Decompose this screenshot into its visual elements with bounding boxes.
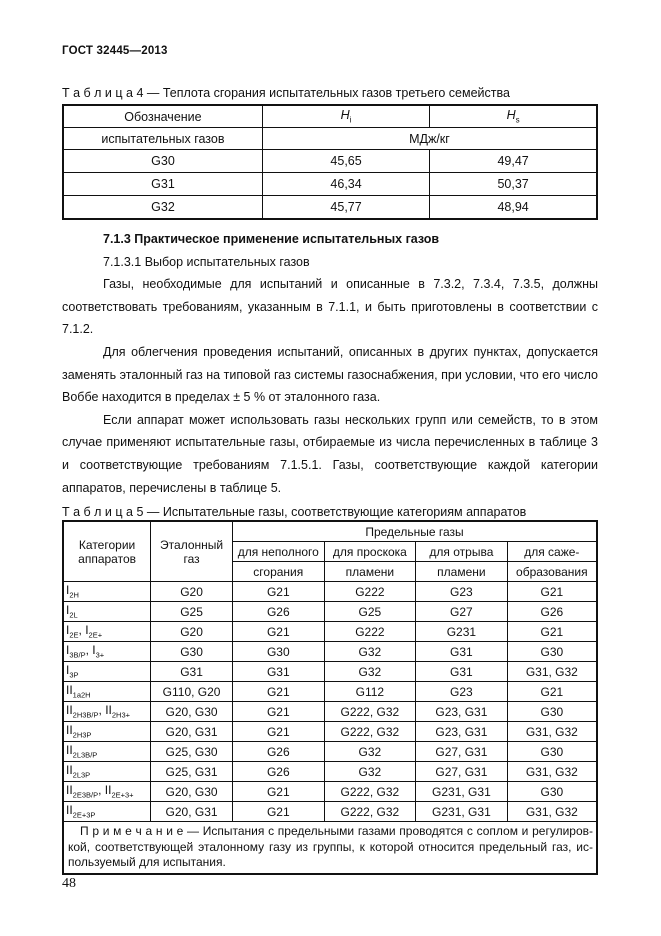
table5-cell-incomplete: G21 bbox=[232, 702, 324, 722]
table5-cell-flashback: G32 bbox=[324, 742, 416, 762]
table5-row bbox=[63, 642, 597, 662]
page-number: 48 bbox=[62, 876, 76, 891]
table5-cell-reference: G20, G31 bbox=[151, 802, 233, 822]
category-symbol: II bbox=[66, 723, 73, 738]
table5-cell-flashback: G222, G32 bbox=[324, 702, 416, 722]
paragraph: Газы, необходимые для испытаний и описанные в 7.3.2, 7.3.4, 7.3.5, должны соответствовать требованиям, указанным в 7.1.1, и быть приготовлены в соответствии с 7.1.2. bbox=[62, 277, 598, 337]
note-text: П р и м е ч а н и е — Испытания с предельными газами проводятся с соплом и регулировкой, соответствующей эталонному газу из группы, к которой относится предельный газ, используемый для испытания. bbox=[68, 824, 593, 869]
category-symbol: I bbox=[92, 643, 96, 658]
table5-header-limit: Предельные газы bbox=[232, 521, 597, 542]
table5-cell-soot: G21 bbox=[507, 622, 597, 642]
table5-cell-reference: G20, G30 bbox=[151, 782, 233, 802]
table4-header-designation-line2: испытательных газов bbox=[63, 128, 262, 150]
section-heading: 7.1.3 Практическое применение испытательных газов bbox=[103, 232, 440, 246]
table5-row bbox=[63, 682, 597, 702]
table5-cell-incomplete: G21 bbox=[232, 722, 324, 742]
hi-subscript: i bbox=[349, 115, 352, 125]
category-symbol: II bbox=[66, 743, 73, 758]
table5-row bbox=[63, 742, 597, 762]
table5-cell-soot: G30 bbox=[507, 642, 597, 662]
category-subscript: 1a2H bbox=[72, 690, 91, 700]
header-line: Эталонный bbox=[160, 537, 224, 552]
table5-cell-incomplete: G26 bbox=[232, 602, 324, 622]
category-subscript: 3B/P bbox=[69, 650, 86, 660]
header-line: газ bbox=[183, 551, 200, 566]
category-symbol: II bbox=[66, 783, 73, 798]
table5-row bbox=[63, 582, 597, 602]
table5-header-reference bbox=[151, 521, 233, 582]
table5-header-liftoff: для отрыва bbox=[416, 542, 508, 562]
table4-cell-hs: 49,47 bbox=[430, 150, 597, 173]
category-subscript: 2L3B/P bbox=[72, 750, 98, 760]
category-separator: , bbox=[98, 783, 105, 798]
document-header: ГОСТ 32445—2013 bbox=[62, 45, 168, 57]
table5-cell-incomplete: G21 bbox=[232, 622, 324, 642]
table5-cell-incomplete: G26 bbox=[232, 742, 324, 762]
category-symbol: II bbox=[66, 703, 73, 718]
table5-cell-incomplete: G31 bbox=[232, 662, 324, 682]
table5-cell-soot: G30 bbox=[507, 742, 597, 762]
table5-cell-flashback: G25 bbox=[324, 602, 416, 622]
table4-row bbox=[63, 150, 597, 173]
table5-cell-incomplete: G21 bbox=[232, 802, 324, 822]
table5-cell-flashback: G32 bbox=[324, 762, 416, 782]
table4-header-hs bbox=[430, 105, 597, 128]
table5-note bbox=[63, 822, 597, 874]
table5-cell-liftoff: G27, G31 bbox=[416, 762, 508, 782]
category-subscript: 2H3+ bbox=[111, 710, 131, 720]
table5-cell-reference: G20, G31 bbox=[151, 722, 233, 742]
header-line: Категории bbox=[78, 537, 136, 552]
category-separator: , bbox=[78, 623, 86, 638]
table5-cell-flashback: G32 bbox=[324, 662, 416, 682]
category-subscript: 2E bbox=[69, 630, 79, 640]
table5-cell-reference: G30 bbox=[151, 642, 233, 662]
table5-cell-liftoff: G23, G31 bbox=[416, 702, 508, 722]
category-subscript: 2H bbox=[69, 590, 79, 600]
table5-cell-liftoff: G23 bbox=[416, 682, 508, 702]
table5-cell-soot: G21 bbox=[507, 682, 597, 702]
category-subscript: 3+ bbox=[95, 650, 105, 660]
hi-symbol: H bbox=[340, 108, 350, 123]
table5-cell-liftoff: G231 bbox=[416, 622, 508, 642]
table4-caption: Т а б л и ц а 4 — Теплота сгорания испытательных газов третьего семейства bbox=[62, 86, 510, 100]
category-subscript: 2E+3+ bbox=[111, 790, 134, 800]
table5-cell-category bbox=[63, 682, 151, 702]
table5-cell-liftoff: G27 bbox=[416, 602, 508, 622]
table5-cell-soot: G31, G32 bbox=[507, 722, 597, 742]
table5-cell-category bbox=[63, 802, 151, 822]
category-symbol: II bbox=[105, 703, 112, 718]
table5-header-soot-2: образования bbox=[507, 562, 597, 582]
category-subscript: 2E+3P bbox=[72, 810, 96, 820]
table5-cell-reference: G20 bbox=[151, 622, 233, 642]
table5-cell-incomplete: G21 bbox=[232, 682, 324, 702]
table4-header-designation: Обозначение bbox=[63, 105, 262, 128]
table5-cell-liftoff: G31 bbox=[416, 642, 508, 662]
body-text bbox=[62, 228, 598, 499]
category-symbol: I bbox=[85, 623, 89, 638]
category-subscript: 2E+ bbox=[88, 630, 103, 640]
table5-cell-reference: G110, G20 bbox=[151, 682, 233, 702]
table5-header-soot: для саже- bbox=[507, 542, 597, 562]
category-subscript: 2H3P bbox=[72, 730, 92, 740]
table4 bbox=[62, 104, 598, 220]
table4-header-hi bbox=[262, 105, 429, 128]
category-symbol: II bbox=[104, 783, 112, 798]
category-subscript: 2H3B/P bbox=[72, 710, 99, 720]
table5-cell-reference: G25 bbox=[151, 602, 233, 622]
table5-cell-liftoff: G27, G31 bbox=[416, 742, 508, 762]
table5-cell-flashback: G222 bbox=[324, 622, 416, 642]
table5-cell-incomplete: G21 bbox=[232, 582, 324, 602]
category-symbol: I bbox=[66, 643, 70, 658]
table5-cell-category bbox=[63, 642, 151, 662]
table5-cell-liftoff: G23, G31 bbox=[416, 722, 508, 742]
table4-cell-gas: G32 bbox=[63, 196, 262, 220]
table5-cell-soot: G21 bbox=[507, 582, 597, 602]
category-symbol: II bbox=[66, 763, 73, 778]
hs-symbol: H bbox=[506, 108, 516, 123]
table5-cell-soot: G30 bbox=[507, 782, 597, 802]
table5-cell-liftoff: G31 bbox=[416, 662, 508, 682]
table5-cell-flashback: G112 bbox=[324, 682, 416, 702]
table5-cell-reference: G25, G30 bbox=[151, 742, 233, 762]
table5-cell-category bbox=[63, 702, 151, 722]
table5-cell-liftoff: G231, G31 bbox=[416, 802, 508, 822]
category-subscript: 2L bbox=[69, 610, 78, 620]
table5-cell-soot: G31, G32 bbox=[507, 662, 597, 682]
table5-cell-soot: G26 bbox=[507, 602, 597, 622]
table4-cell-hi: 46,34 bbox=[262, 173, 429, 196]
table5-cell-soot: G30 bbox=[507, 702, 597, 722]
table5-cell-category bbox=[63, 662, 151, 682]
table4-cell-gas: G31 bbox=[63, 173, 262, 196]
category-symbol: II bbox=[66, 803, 73, 818]
category-symbol: I bbox=[66, 623, 70, 638]
paragraph: Для облегчения проведения испытаний, описанных в других пунктах, допускается заменять эталонный газ на типовой газ системы газоснабжения, при условии, что его число Воббе находится в пределах ± 5 % от эталонного газа. bbox=[62, 344, 598, 405]
category-separator: , bbox=[85, 643, 93, 658]
table5-cell-category bbox=[63, 722, 151, 742]
table5-header-liftoff-2: пламени bbox=[416, 562, 508, 582]
category-subscript: 2E3B/P bbox=[72, 790, 99, 800]
table5-cell-reference: G31 bbox=[151, 662, 233, 682]
table5-header-flashback: для проскока bbox=[324, 542, 416, 562]
table5-header-incomplete: для неполного bbox=[232, 542, 324, 562]
hs-subscript: s bbox=[515, 115, 520, 125]
table5-row bbox=[63, 622, 597, 642]
table5-header-flashback-2: пламени bbox=[324, 562, 416, 582]
table4-cell-hi: 45,65 bbox=[262, 150, 429, 173]
table5-cell-flashback: G222 bbox=[324, 582, 416, 602]
table4-cell-gas: G30 bbox=[63, 150, 262, 173]
table5-caption: Т а б л и ц а 5 — Испытательные газы, соответствующие категориям аппаратов bbox=[62, 505, 527, 519]
table4-cell-hi: 45,77 bbox=[262, 196, 429, 220]
category-subscript: 3P bbox=[69, 670, 79, 680]
table4-unit: МДж/кг bbox=[262, 128, 597, 150]
table5-cell-flashback: G222, G32 bbox=[324, 722, 416, 742]
category-symbol: II bbox=[66, 683, 73, 698]
category-separator: , bbox=[98, 703, 106, 718]
table5-row bbox=[63, 662, 597, 682]
table5-cell-reference: G25, G31 bbox=[151, 762, 233, 782]
table5-cell-reference: G20 bbox=[151, 582, 233, 602]
table5-row bbox=[63, 762, 597, 782]
table5-cell-category bbox=[63, 602, 151, 622]
category-symbol: I bbox=[66, 583, 70, 598]
table5-header-category bbox=[63, 521, 151, 582]
table5-cell-liftoff: G23 bbox=[416, 582, 508, 602]
table5-cell-category bbox=[63, 582, 151, 602]
table5-header-incomplete-2: сгорания bbox=[232, 562, 324, 582]
table5-cell-category bbox=[63, 742, 151, 762]
table5-cell-category bbox=[63, 782, 151, 802]
table5-cell-reference: G20, G30 bbox=[151, 702, 233, 722]
table5 bbox=[62, 520, 598, 875]
table5-cell-incomplete: G21 bbox=[232, 782, 324, 802]
table5-cell-liftoff: G231, G31 bbox=[416, 782, 508, 802]
table4-cell-hs: 48,94 bbox=[430, 196, 597, 220]
table4-cell-hs: 50,37 bbox=[430, 173, 597, 196]
table5-cell-incomplete: G30 bbox=[232, 642, 324, 662]
table5-cell-flashback: G32 bbox=[324, 642, 416, 662]
paragraph: Если аппарат может использовать газы нескольких групп или семейств, то в этом случае применяют испытательные газы, отбираемые из числа перечисленных в таблице 3 и соответствующие требованиям 7.1.5.1. Газы, соответствующие каждой категории аппаратов, перечислены в таблице 5. bbox=[62, 412, 598, 495]
table5-cell-flashback: G222, G32 bbox=[324, 782, 416, 802]
category-symbol: I bbox=[66, 663, 70, 678]
table5-cell-soot: G31, G32 bbox=[507, 802, 597, 822]
category-symbol: I bbox=[66, 603, 70, 618]
header-line: аппаратов bbox=[78, 551, 136, 566]
table4-row bbox=[63, 173, 597, 196]
table5-row bbox=[63, 602, 597, 622]
category-subscript: 2L3P bbox=[72, 770, 91, 780]
table5-cell-category bbox=[63, 622, 151, 642]
table5-row bbox=[63, 802, 597, 822]
table5-cell-incomplete: G26 bbox=[232, 762, 324, 782]
table5-row bbox=[63, 722, 597, 742]
table5-cell-soot: G31, G32 bbox=[507, 762, 597, 782]
table5-row bbox=[63, 782, 597, 802]
subsection-heading: 7.1.3.1 Выбор испытательных газов bbox=[103, 254, 310, 269]
table4-row bbox=[63, 196, 597, 220]
table5-cell-category bbox=[63, 762, 151, 782]
table5-cell-flashback: G222, G32 bbox=[324, 802, 416, 822]
table5-row bbox=[63, 702, 597, 722]
